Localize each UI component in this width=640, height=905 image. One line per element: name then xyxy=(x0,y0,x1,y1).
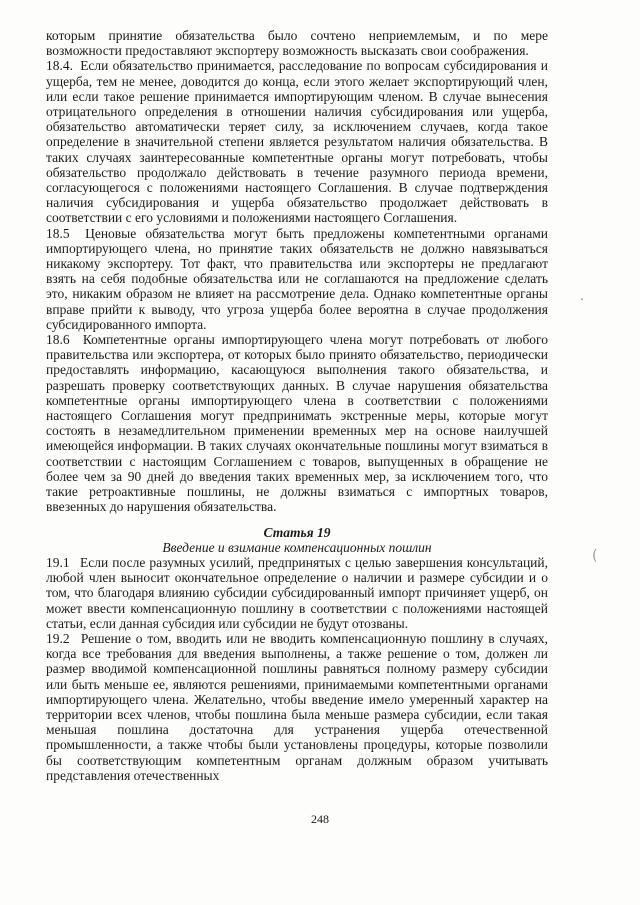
paragraph-18-5 xyxy=(46,226,548,332)
paragraph-19-1 xyxy=(46,555,548,631)
paragraph-18-4 xyxy=(46,58,548,225)
paragraph-number: 18.6 xyxy=(46,332,70,348)
document-body xyxy=(46,28,548,783)
article-heading xyxy=(46,525,548,555)
paragraph-text: Если после разумных усилий, предпринятых с целью завершения консультаций, любой член выносит окончательное определение о наличии и размере субсидии и о том, что благодаря влиянию субсидии субсидированный импорт причиняет ущерб, он может ввести компенсационную пошлину в соответствии с положениями настоящей статьи, если данная субсидия или субсидии не будут отозваны. xyxy=(46,554,548,631)
article-subtitle: Введение и взимание компенсационных пошлин xyxy=(162,539,432,555)
paragraph-number: 19.1 xyxy=(46,554,70,570)
paragraph-number: 19.2 xyxy=(46,630,70,646)
paragraph-text: Ценовые обязательства могут быть предложены компетентными органами импортирующего члена, но принятие таких обязательств не должно навязываться никакому экспортеру. Тот факт, что правительства или экспортеры не предлагают взять на себя подобные обязательства или не соглашаются на предложение сделать это, никаким образом не влияет на рассмотрение дела. Однако компетентные органы вправе прийти к выводу, что угроза ущерба более вероятна в случае продолжения субсидированного импорта. xyxy=(46,225,549,332)
paragraph-text: Компетентные органы импортирующего члена могут потребовать от любого правительства или экспортера, от которых было принято обязательство, периодически предоставлять информацию, касающуюся выполнения такого обязательства, и разрешать проверку соответствующих данных. В случае нарушения обязательства компетентные органы импортирующего члена в соответствии с положениями настоящего Соглашения могут предпринимать экстренные меры, которые могут состоять в незамедлительном применении временных мер на основе наилучшей имеющейся информации. В таких случаях окончательные пошлины могут взиматься в соответствии с настоящим Соглашением с товаров, выпущенных в обращение не более чем за 90 дней до введения таких временных мер, за исключением того, что такие ретроактивные пошлины, не должны взиматься с импортных товаров, ввезенных до нарушения обязательства. xyxy=(46,332,549,515)
scan-mark: ( xyxy=(592,548,598,564)
paragraph-text: Если обязательство принимается, расследование по вопросам субсидирования и ущерба, тем не менее, доводится до конца, если этого желает экспортирующий член, или если такое решение принимается импортирующим членом. В случае вынесения отрицательного определения в отношении наличия субсидирования или ущерба, обязательство автоматически теряет силу, за исключением случаев, когда такое определение в значительной степени является результатом наличия обязательства. В таких случаях заинтересованные компетентные органы могут потребовать, чтобы обязательство продолжало действовать в течение разумного периода времени, согласующегося с положениями настоящего Соглашения. В случае подтверждения наличия субсидирования и ущерба обязательство продолжает действовать в соответствии с его условиями и положениями настоящего Соглашения. xyxy=(46,58,548,226)
paragraph-text: Решение о том, вводить или не вводить компенсационную пошлину в случаях, когда все требования для введения выполнены, а также решение о том, должен ли размер вводимой компенсационной пошлины равняться полному размеру субсидии или быть меньше ее, являются решениями, принимаемыми компетентными органами импортирующего члена. Желательно, чтобы введение имело умеренный характер на территории всех членов, чтобы пошлина была меньше размера субсидии, если такая меньшая пошлина достаточна для устранения ущерба отечественной промышленности, а также чтобы были установлены процедуры, которые позволили бы соответствующим компетентным органам должным образом учитывать представления отечественных xyxy=(46,630,549,783)
paragraph-19-2 xyxy=(46,631,548,783)
paragraph-text: которым принятие обязательства было сочтено неприемлемым, и по мере возможности предоставляют экспортеру возможность высказать свои соображения. xyxy=(46,28,548,59)
scan-mark: ⸳ xyxy=(580,290,584,306)
paragraph-continuation xyxy=(46,28,548,58)
paragraph-number: 18.4. xyxy=(46,58,73,74)
article-title: Статья 19 xyxy=(263,524,331,540)
paragraph-18-6 xyxy=(46,332,548,514)
page-number: 248 xyxy=(311,812,329,826)
paragraph-number: 18.5 xyxy=(46,225,70,241)
